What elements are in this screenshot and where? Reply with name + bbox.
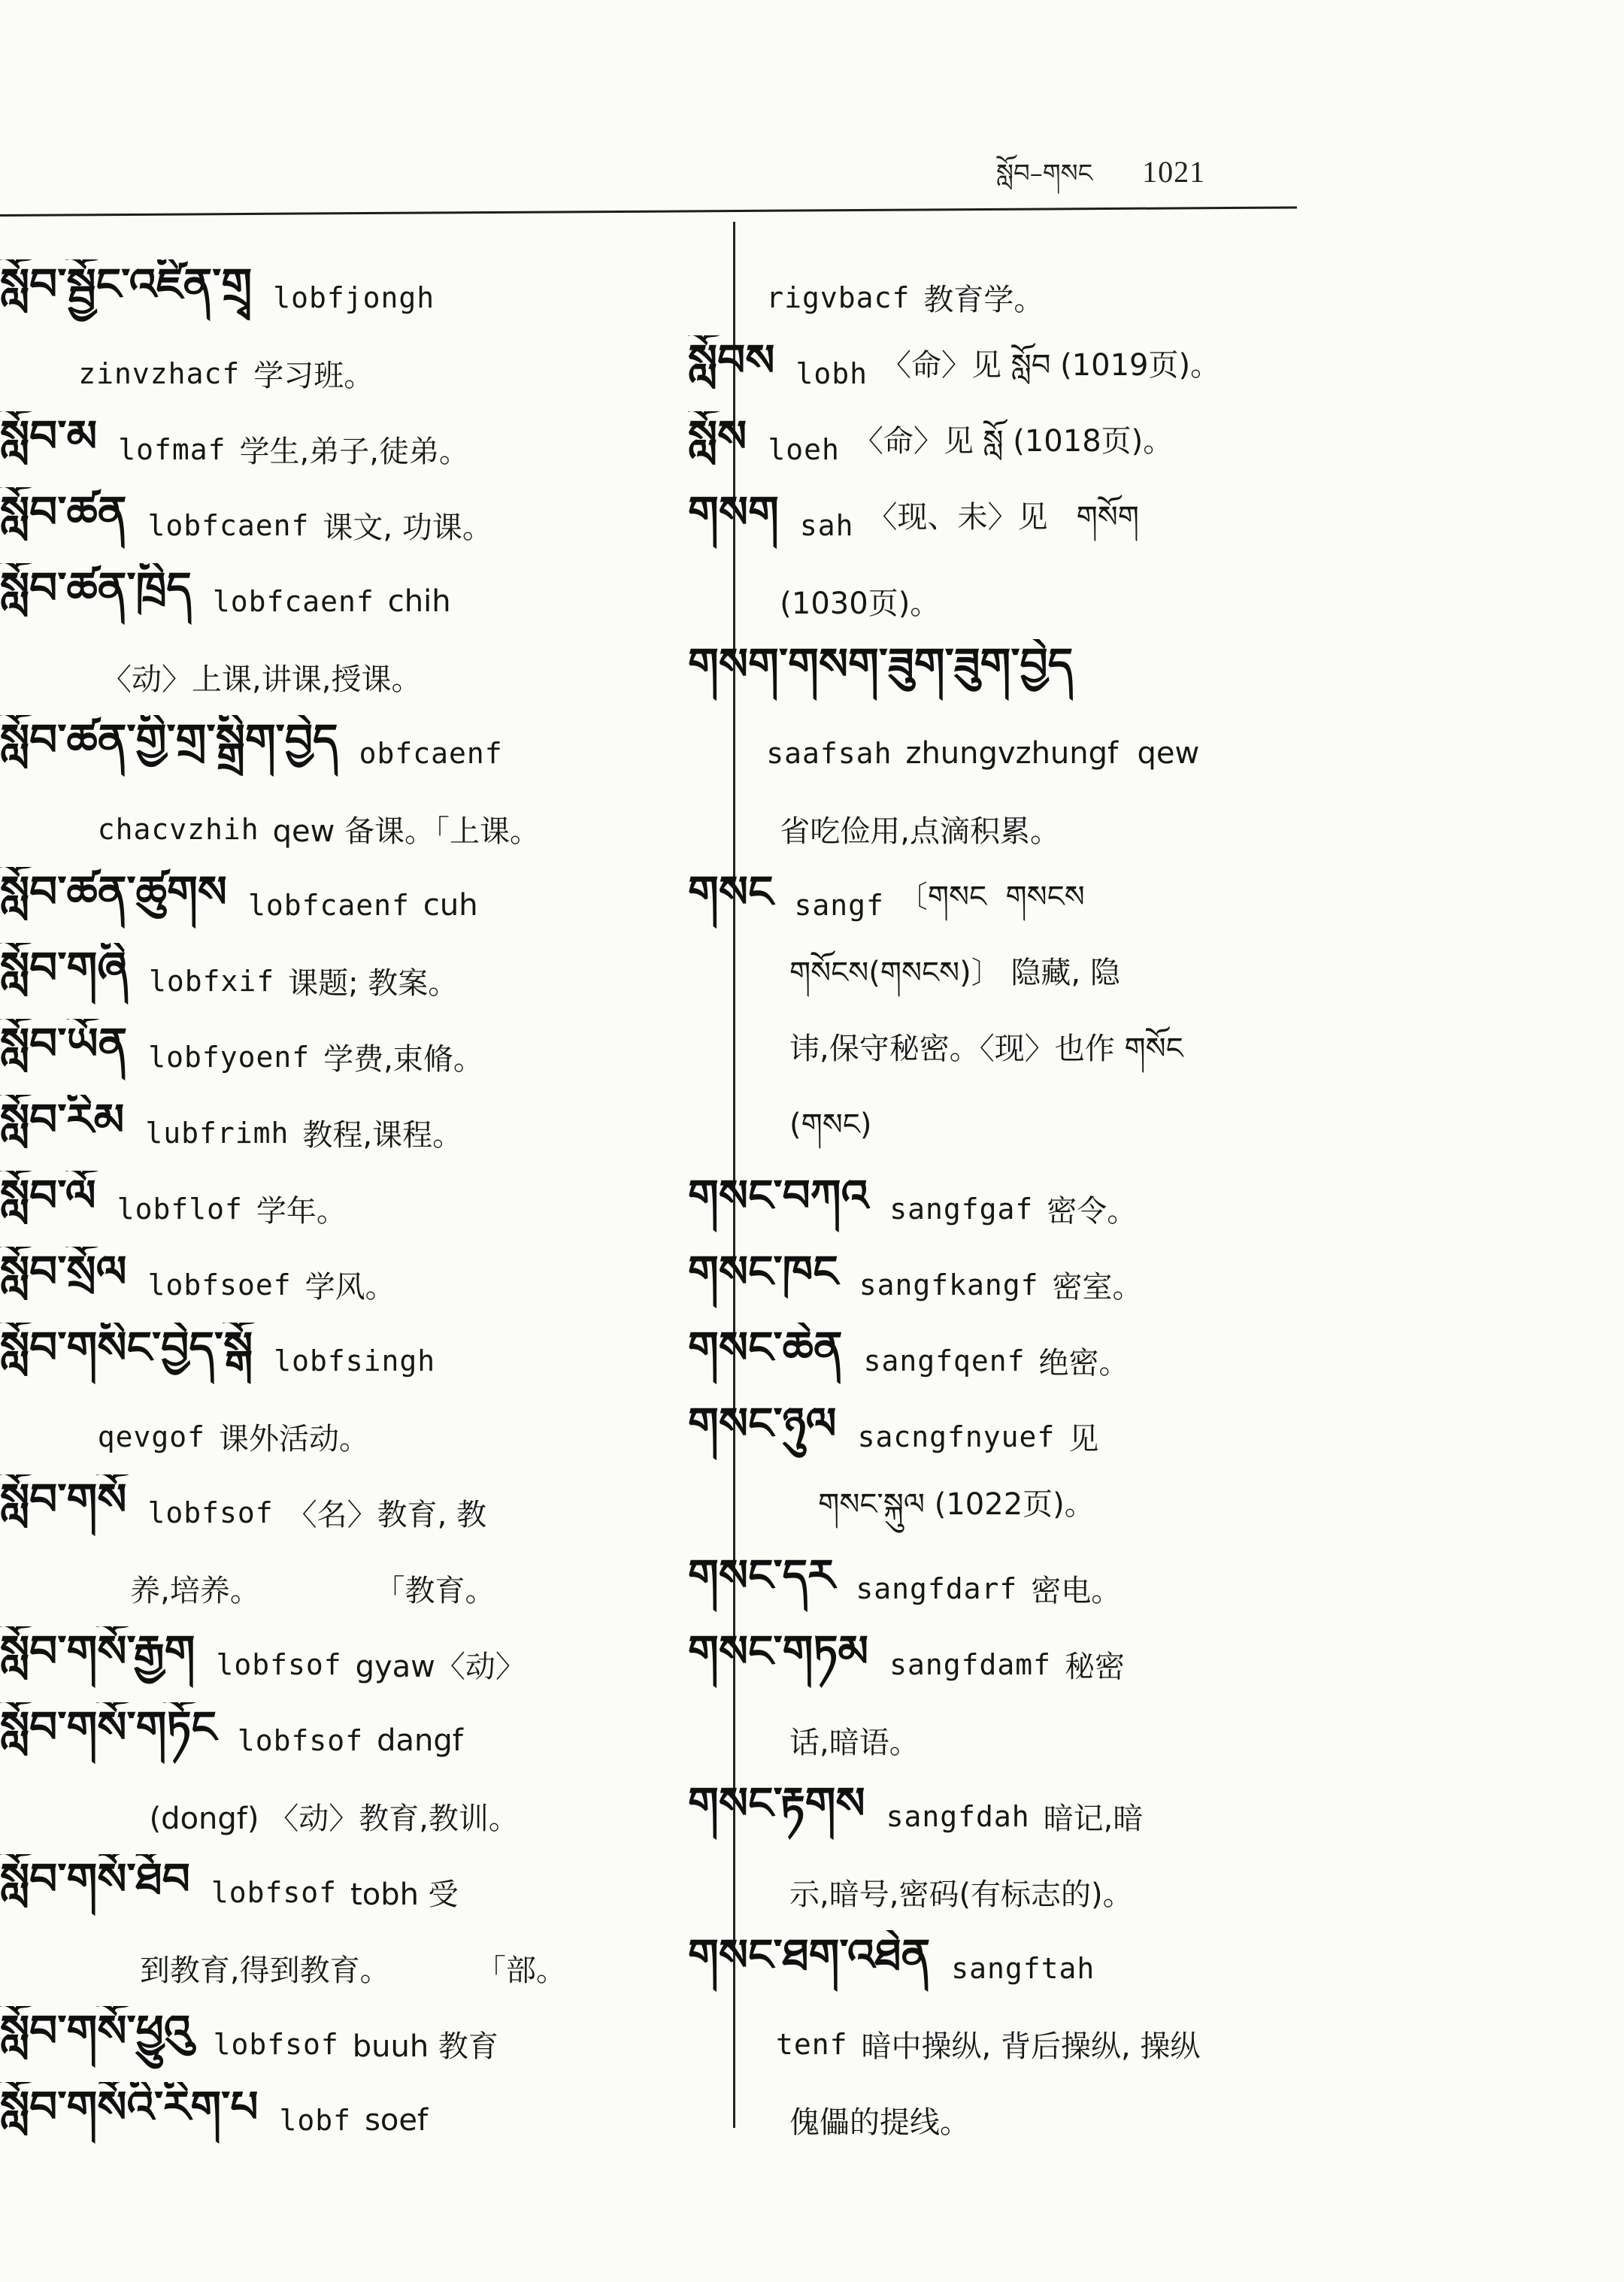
dictionary-line <box>688 1930 1605 2006</box>
line-indent <box>688 1040 755 1074</box>
dictionary-line <box>688 1323 1605 1399</box>
romanization: loeh <box>768 432 840 466</box>
tibetan-headword: སློབ་ཚན་ཚུགས <box>0 867 227 917</box>
romanization: lobfxif <box>148 964 275 998</box>
romanization: lobfsof <box>216 1647 342 1681</box>
dictionary-line <box>688 259 1605 335</box>
definition-text: 秘密 <box>1065 1650 1126 1684</box>
dictionary-line <box>688 411 1605 487</box>
tibetan-headword: སློབ་གསོ་ཐོབ <box>0 1854 190 1905</box>
definition-text: 教育学。 <box>923 283 1044 317</box>
dictionary-line <box>688 1550 1605 1626</box>
romanization: lobfjongh <box>273 280 435 314</box>
definition-text: qew 备课。「上课。 <box>272 814 541 849</box>
romanization: lofmaf <box>118 432 226 466</box>
tibetan-headword: གསང <box>688 867 774 917</box>
dictionary-line <box>688 1474 1605 1550</box>
dictionary-line <box>0 1474 710 1550</box>
line-indent <box>0 356 57 391</box>
dictionary-line <box>0 639 710 715</box>
romanization: sangfqenf <box>863 1344 1026 1377</box>
definition-text: soef <box>365 2102 429 2138</box>
definition-text: 示,暗号,密码(有标志的)。 <box>789 1877 1133 1912</box>
dictionary-line <box>0 1930 710 2006</box>
dictionary-line <box>0 2006 710 2082</box>
dictionary-line <box>688 335 1605 411</box>
dictionary-line <box>0 791 710 867</box>
header-rule <box>0 206 1297 217</box>
definition-text: (1030页)。 <box>780 586 941 621</box>
dictionary-line <box>0 335 710 411</box>
tibetan-headword: གསང་ཆེན <box>688 1323 843 1373</box>
line-indent <box>688 964 755 999</box>
line-indent <box>0 1420 77 1454</box>
dictionary-line <box>0 1247 710 1323</box>
romanization: lobfcaenf <box>147 508 310 542</box>
definition-text: 〈名〉教育, 教 <box>286 1498 487 1532</box>
romanization: sangftah <box>951 1951 1095 1985</box>
definition-text: 省吃俭用,点滴积累。 <box>780 814 1061 849</box>
romanization: lobfsoef <box>147 1268 292 1302</box>
tibetan-headword: སློབ་སྦྱོང་འཛིན་གྲྭ <box>0 259 253 310</box>
romanization: sangfgaf <box>889 1192 1034 1226</box>
dictionary-line <box>688 2082 1605 2158</box>
romanization: lubfrimh <box>145 1116 289 1150</box>
tibetan-headword: སློབ་ཡོན <box>0 1019 128 1069</box>
right-column <box>688 259 1605 2158</box>
tibetan-headword: སློབ་གསོ་གཏོང <box>0 1702 217 1753</box>
definition-text: zhungvzhungf qew <box>905 735 1200 771</box>
tibetan-headword: སློབ་ཚན་ཁྲིད <box>0 563 192 614</box>
definition-text: 密电。 <box>1031 1574 1122 1608</box>
romanization: lobfsingh <box>274 1344 436 1377</box>
dictionary-line <box>688 1778 1605 1854</box>
dictionary-line <box>688 639 1605 715</box>
dictionary-line <box>0 563 710 639</box>
definition-text: 课文, 功课。 <box>323 511 492 545</box>
dictionary-line <box>0 487 710 563</box>
dictionary-line <box>688 867 1605 943</box>
romanization: saafsah <box>766 736 892 770</box>
dictionary-line <box>688 563 1605 639</box>
definition-text: (གསང) <box>789 1108 872 1142</box>
romanization: lobh <box>795 356 868 390</box>
line-indent <box>0 1951 105 1986</box>
dictionary-line <box>688 1702 1605 1778</box>
definition-text: 暗记,暗 <box>1043 1802 1144 1836</box>
line-indent <box>0 812 77 847</box>
dictionary-line <box>0 1778 710 1854</box>
dictionary-line <box>0 715 710 791</box>
dictionary-line <box>0 1095 710 1171</box>
definition-text: 学生,弟子,徒弟。 <box>239 435 469 469</box>
romanization: tenf <box>776 2027 848 2061</box>
dictionary-line <box>688 1095 1605 1171</box>
line-indent <box>688 812 745 847</box>
definition-text: 〈动〉上课,讲课,授课。 <box>102 662 422 697</box>
definition-text: 暗中操纵, 背后操纵, 操纵 <box>861 2029 1201 2064</box>
definition-text: 课外活动。 <box>219 1422 369 1456</box>
tibetan-headword: སློབ་གསིང་བྱེད་སྒོ <box>0 1323 253 1373</box>
line-indent <box>0 1799 115 1834</box>
dictionary-line <box>688 1247 1605 1323</box>
dictionary-line <box>688 1399 1605 1474</box>
definition-text: 讳,保守秘密。〈现〉也作 གསོང <box>789 1032 1183 1066</box>
line-indent <box>0 1571 95 1606</box>
definition-text: buuh 教育 <box>352 2029 498 2064</box>
line-indent <box>688 1723 755 1758</box>
definition-text: 密室。 <box>1052 1270 1143 1305</box>
dictionary-line <box>688 487 1605 563</box>
tibetan-headword: གསག་གསག་ཟུག་ཟུག་བྱེད <box>688 639 1074 689</box>
definition-text: གསང་སྐུལ (1022页)。 <box>818 1487 1095 1522</box>
dictionary-line <box>0 1019 710 1095</box>
romanization: sangfdamf <box>889 1647 1052 1681</box>
definition-text: 〈命〉见 སློ (1018页)。 <box>853 424 1174 459</box>
line-indent <box>688 2027 755 2062</box>
dictionary-line <box>688 715 1605 791</box>
definition-text: 养,培养。 「教育。 <box>130 1574 495 1608</box>
tibetan-headword: སློབ་རིམ <box>0 1095 125 1145</box>
tibetan-headword: སློབས <box>688 335 775 386</box>
page-number: 1021 <box>1142 155 1206 189</box>
line-indent <box>688 2103 755 2138</box>
dictionary-line <box>0 867 710 943</box>
dictionary-line <box>0 411 710 487</box>
romanization: sangf <box>794 888 884 922</box>
tibetan-headword: སློས <box>688 411 747 462</box>
definition-text: gyaw〈动〉 <box>355 1650 526 1684</box>
romanization: lobfsof <box>211 1875 338 1909</box>
dictionary-line <box>688 1854 1605 1930</box>
dictionary-line <box>0 1171 710 1247</box>
romanization: zinvzhacf <box>78 356 241 390</box>
romanization: lobfsof <box>147 1496 274 1529</box>
dictionary-line <box>688 791 1605 867</box>
romanization: lobfsof <box>213 2027 339 2061</box>
dictionary-line <box>688 1171 1605 1247</box>
tibetan-headword: གསག <box>688 487 779 538</box>
definition-text: cuh <box>423 887 478 923</box>
tibetan-headword: གསང་བཀའ <box>688 1171 869 1221</box>
line-indent <box>688 1496 783 1530</box>
romanization: qevgof <box>97 1420 205 1453</box>
definition-text: 话,暗语。 <box>789 1726 920 1760</box>
definition-text: 密令。 <box>1047 1194 1138 1229</box>
dictionary-line <box>688 1019 1605 1095</box>
definition-text: 见 <box>1068 1422 1099 1456</box>
dictionary-line <box>0 1854 710 1930</box>
tibetan-headword: སློབ་ལོ <box>0 1171 96 1221</box>
tibetan-headword: གསང་ཁང <box>688 1247 838 1297</box>
romanization: sah <box>799 508 854 542</box>
tibetan-headword: གསང་རྟགས <box>688 1778 865 1829</box>
definition-text: 教程,课程。 <box>302 1118 463 1153</box>
tibetan-headword: གསང་ཐག་འཐེན <box>688 1930 931 1980</box>
romanization: lobflof <box>117 1192 243 1226</box>
definition-text: གསོངས(གསངས)〕 隐藏, 隐 <box>789 956 1120 990</box>
tibetan-headword: སློབ་ཚན་གྱི་གྲ་སྒྲིག་བྱེད <box>0 715 338 765</box>
dictionary-line <box>0 1399 710 1474</box>
romanization: sangfkangf <box>859 1268 1039 1302</box>
left-column <box>0 259 710 2158</box>
line-indent <box>688 736 745 771</box>
dictionary-line <box>0 1702 710 1778</box>
tibetan-headword: གསང་གཏམ <box>688 1626 869 1677</box>
definition-text: 学费,束脩。 <box>323 1042 483 1077</box>
definition-text: 〔གསང གསངས <box>897 880 1085 914</box>
definition-text: 〈现、未〉见 གསོག <box>867 500 1139 535</box>
dictionary-line <box>0 1550 710 1626</box>
definition-text: 〈命〉见 སློབ (1019页)。 <box>881 348 1221 383</box>
definition-text: 到教育,得到教育。 「部。 <box>139 1953 567 1988</box>
dictionary-line <box>688 943 1605 1019</box>
dictionary-line <box>688 2006 1605 2082</box>
dictionary-line <box>688 1626 1605 1702</box>
romanization: sacngfnyuef <box>857 1420 1056 1453</box>
page-header <box>996 154 1327 192</box>
romanization: lobf <box>279 2103 352 2137</box>
romanization: lobfsof <box>237 1723 364 1757</box>
line-indent <box>688 584 745 619</box>
definition-text: 学年。 <box>256 1194 347 1229</box>
definition-text: tobh 受 <box>350 1877 459 1912</box>
romanization: lobfyoenf <box>148 1040 311 1074</box>
definition-text: 课题; 教案。 <box>288 966 459 1001</box>
dictionary-line <box>0 943 710 1019</box>
definition-text: (dongf) 〈动〉教育,教训。 <box>149 1802 519 1836</box>
line-indent <box>688 1875 755 1910</box>
tibetan-headword: སློབ་མ <box>0 411 98 462</box>
definition-text: 绝密。 <box>1038 1346 1129 1380</box>
romanization: lobfcaenf <box>247 888 410 922</box>
romanization: rigvbacf <box>766 280 910 314</box>
romanization: sangfdarf <box>856 1571 1018 1605</box>
line-indent <box>688 280 745 315</box>
tibetan-headword: སློབ་གསོའི་རིག་པ <box>0 2082 259 2132</box>
tibetan-headword: གསང་ཉུལ <box>688 1399 837 1449</box>
dictionary-line <box>0 1323 710 1399</box>
definition-text: 傀儡的提线。 <box>789 2105 971 2140</box>
tibetan-headword: སློབ་གསོ་རྒྱག <box>0 1626 195 1677</box>
tibetan-headword: སློབ་སྲོལ <box>0 1247 127 1297</box>
definition-text: chih <box>387 583 451 619</box>
dictionary-line <box>0 1626 710 1702</box>
tibetan-headword: སློབ་གཞི <box>0 943 128 993</box>
line-indent <box>0 660 67 695</box>
dictionary-line <box>0 2082 710 2158</box>
romanization: chacvzhih <box>97 812 259 846</box>
definition-text: 学风。 <box>304 1270 395 1305</box>
romanization: lobfcaenf <box>212 584 374 618</box>
definition-text: 学习班。 <box>253 359 374 393</box>
romanization: obfcaenf <box>359 736 503 770</box>
tibetan-headword: སློབ་གསོ <box>0 1474 127 1525</box>
definition-text: dangf <box>377 1723 463 1758</box>
tibetan-headword: གསང་དར <box>688 1550 835 1601</box>
romanization: sangfdah <box>886 1799 1030 1833</box>
tibetan-headword: སློབ་ཚན <box>0 487 127 538</box>
line-indent <box>688 1116 755 1150</box>
tibetan-headword: སློབ་གསོ་ཕྱུའུ <box>0 2006 192 2056</box>
entry-range: སློབ–གསང <box>996 159 1093 189</box>
dictionary-line <box>0 259 710 335</box>
